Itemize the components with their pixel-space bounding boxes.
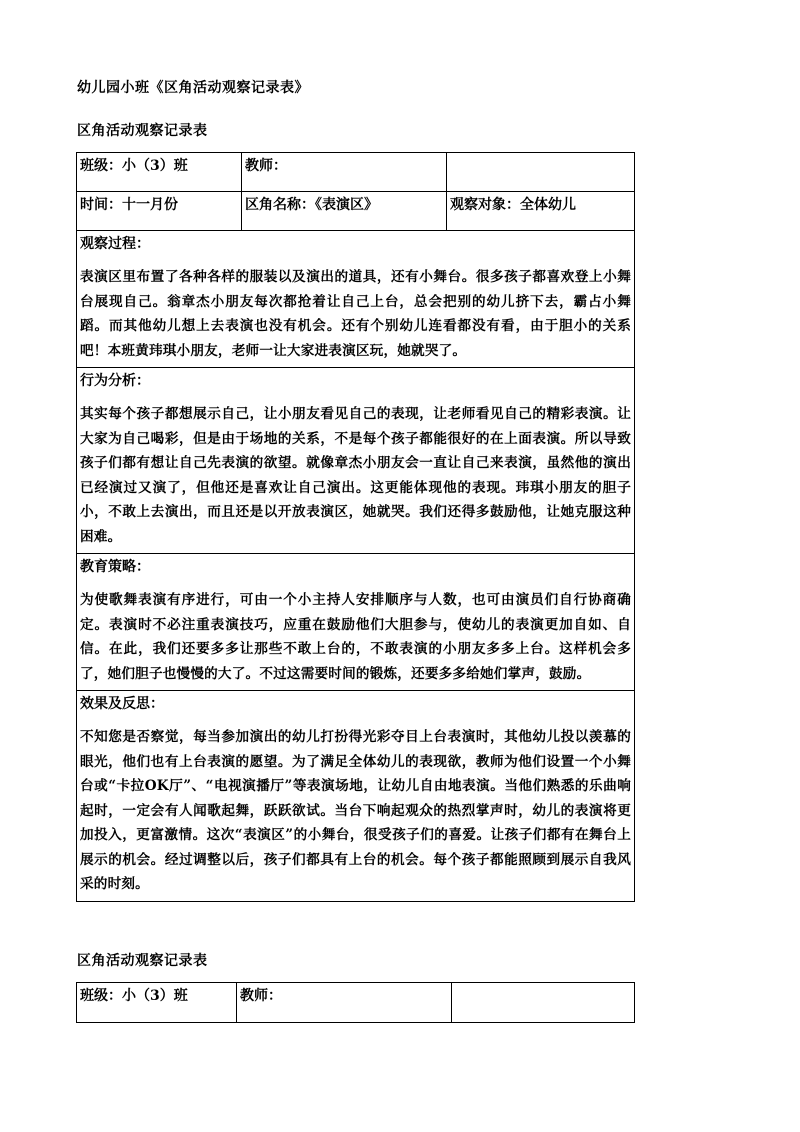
observation-record-table — [76, 152, 635, 902]
teacher-cell: 教师： — [237, 983, 452, 1023]
second-form-title: 区角活动观察记录表 — [77, 953, 208, 969]
section-label: 效果及反思： — [80, 696, 164, 712]
teacher-value-cell — [452, 983, 635, 1023]
observation-target-cell: 观察对象：全体幼儿 — [447, 192, 635, 231]
header-row-1 — [77, 983, 635, 1023]
form-title: 区角活动观察记录表 — [77, 123, 208, 139]
header-row-2 — [77, 192, 635, 231]
section-text: 表演区里布置了各种各样的服装以及演出的道具，还有小舞台。很多孩子都喜欢登上小舞台展现自己。翁章杰小朋友每次都抢着让自己上台，总会把别的幼儿挤下去，霸占小舞蹈。而其他幼儿想上去表演也没有机会。还有个别幼儿连看都没有看，由于胆小的关系吧！本班黄玮琪小朋友，老师一让大家进表演区玩，她就哭了。 — [80, 269, 631, 359]
class-cell: 班级：小（3）班 — [77, 153, 242, 192]
class-cell: 班级：小（3）班 — [77, 983, 237, 1023]
section-label: 观察过程： — [80, 236, 150, 252]
section-row-analysis — [77, 368, 635, 554]
second-record-table — [76, 982, 635, 1023]
behavior-analysis-cell — [77, 368, 635, 554]
section-row-process — [77, 231, 635, 368]
education-strategy-cell — [77, 554, 635, 691]
header-row-1 — [77, 153, 635, 192]
observation-process-cell — [77, 231, 635, 368]
document-title: 幼儿园小班《区角活动观察记录表》 — [77, 80, 309, 96]
section-text: 其实每个孩子都想展示自己，让小朋友看见自己的表现，让老师看见自己的精彩表演。让大家为自己喝彩，但是由于场地的关系，不是每个孩子都能很好的在上面表演。所以导致孩子们都有想让自己先表演的欲望。就像章杰小朋友会一直让自己来表演，虽然他的演出已经演过又演了，但他还是喜欢让自己演出。这更能体现他的表现。玮琪小朋友的胆子小，不敢上去演出，而且还是以开放表演区，她就哭。我们还得多鼓励他，让她克服这种困难。 — [80, 406, 631, 545]
section-label: 行为分析： — [80, 373, 150, 389]
teacher-cell: 教师： — [242, 153, 447, 192]
teacher-value-cell — [447, 153, 635, 192]
section-label: 教育策略： — [80, 559, 150, 575]
section-row-reflection — [77, 691, 635, 902]
effect-reflection-cell — [77, 691, 635, 902]
area-name-cell: 区角名称：《表演区》 — [242, 192, 447, 231]
section-text: 为使歌舞表演有序进行，可由一个小主持人安排顺序与人数，也可由演员们自行协商确定。表演时不必注重表演技巧，应重在鼓励他们大胆参与，使幼儿的表演更加自如、自信。在此，我们还要多多让那些不敢上台的，不敢表演的小朋友多多上台。这样机会多了，她们胆子也慢慢的大了。不过这需要时间的锻炼，还要多多给她们掌声，鼓励。 — [80, 592, 631, 682]
section-row-strategy — [77, 554, 635, 691]
section-text: 不知您是否察觉，每当参加演出的幼儿打扮得光彩夺目上台表演时，其他幼儿投以羡慕的眼光，他们也有上台表演的愿望。为了满足全体幼儿的表现欲，教师为他们设置一个小舞台或“卡拉OK厅”、“电视演播厅”等表演场地，让幼儿自由地表演。当他们熟悉的乐曲响起时，一定会有人闻歌起舞，跃跃欲试。当台下响起观众的热烈掌声时，幼儿的表演将更加投入，更富激情。这次“表演区”的小舞台，很受孩子们的喜爱。让孩子们都有在舞台上展示的机会。经过调整以后，孩子们都具有上台的机会。每个孩子都能照顾到展示自我风采的时刻。 — [80, 729, 631, 892]
time-cell: 时间：十一月份 — [77, 192, 242, 231]
